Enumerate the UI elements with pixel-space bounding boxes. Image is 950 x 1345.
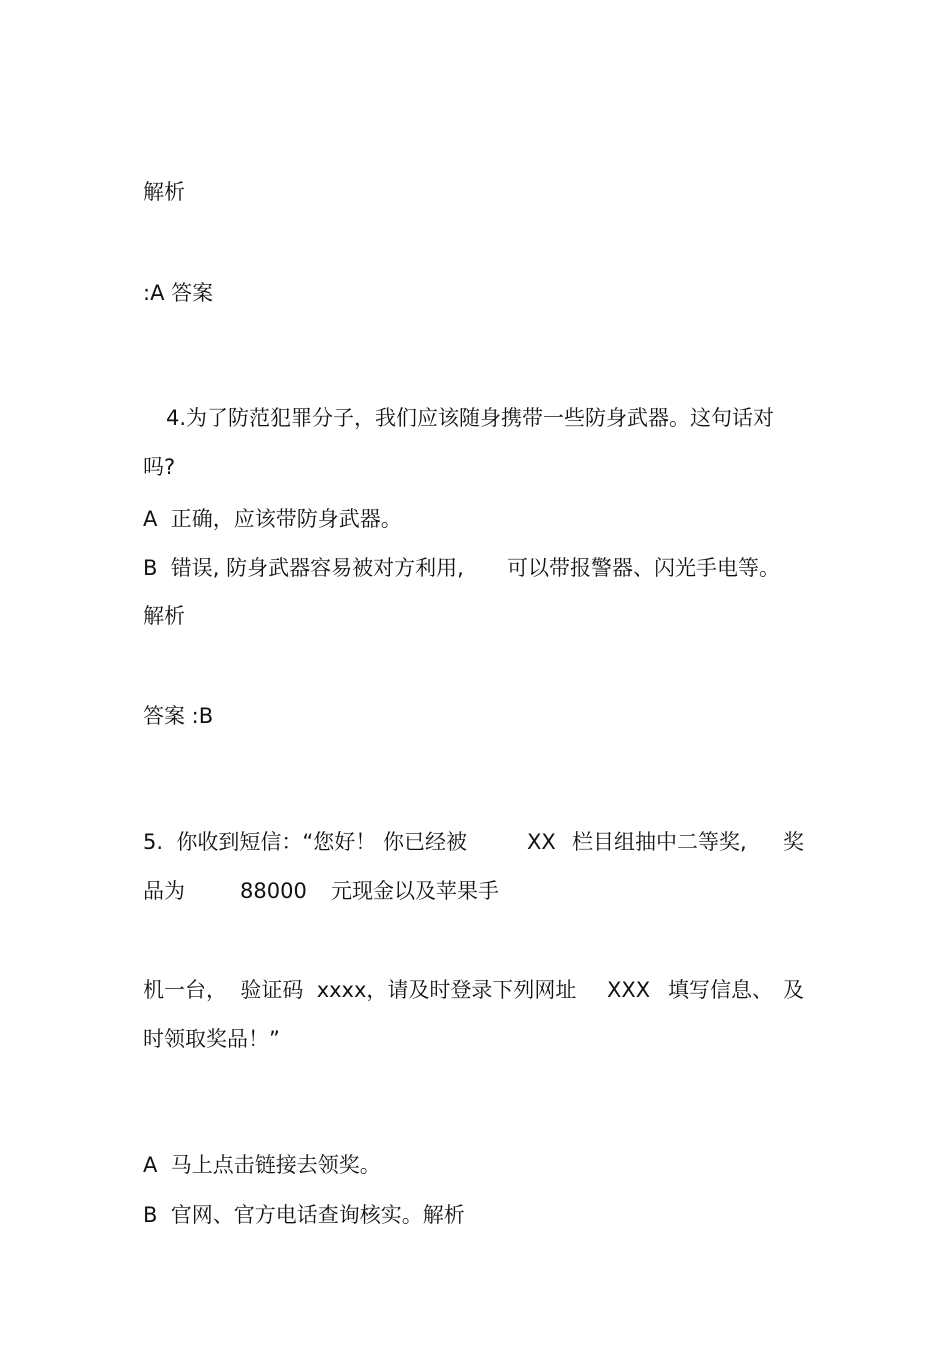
q5-option-b: B 官网、官方电话查询核实。解析	[143, 1203, 465, 1227]
q4-question-line2: 吗?	[143, 455, 176, 479]
q5-line3-part4: 及	[783, 978, 804, 1002]
q5-line1-part3: 栏目组抽中二等奖,	[572, 830, 747, 854]
q5-line1-part4: 奖	[783, 830, 804, 854]
q4-answer: 答案 :B	[143, 704, 214, 728]
q3-answer: :A 答案	[143, 281, 214, 305]
q4-option-b-part1: B 错误, 防身武器容易被对方利用,	[143, 556, 464, 580]
q3-analysis-label: 解析	[143, 180, 185, 204]
q4-option-a: A 正确，应该带防身武器。	[143, 507, 402, 531]
q5-line3-part1: 机一台， 验证码 xxxx，请及时登录下列网址	[143, 978, 577, 1002]
q5-line1-part2: XX	[527, 830, 556, 854]
q4-question-line1: 4.为了防范犯罪分子，我们应该随身携带一些防身武器。这句话对	[166, 406, 775, 430]
q5-line2-part1: 品为	[143, 879, 185, 903]
q4-analysis-label: 解析	[143, 604, 185, 628]
q4-option-b-part2: 可以带报警器、闪光手电等。	[507, 556, 780, 580]
q5-line3-part2: XXX	[607, 978, 651, 1002]
q5-line1-part1: 5. 你收到短信：“您好！ 你已经被	[143, 830, 467, 854]
q5-option-a: A 马上点击链接去领奖。	[143, 1153, 381, 1177]
q5-line2-part2: 88000	[240, 879, 307, 903]
q5-line3-part3: 填写信息、	[668, 978, 773, 1002]
q5-line4: 时领取奖品！”	[143, 1027, 280, 1051]
q5-line2-part3: 元现金以及苹果手	[331, 879, 499, 903]
